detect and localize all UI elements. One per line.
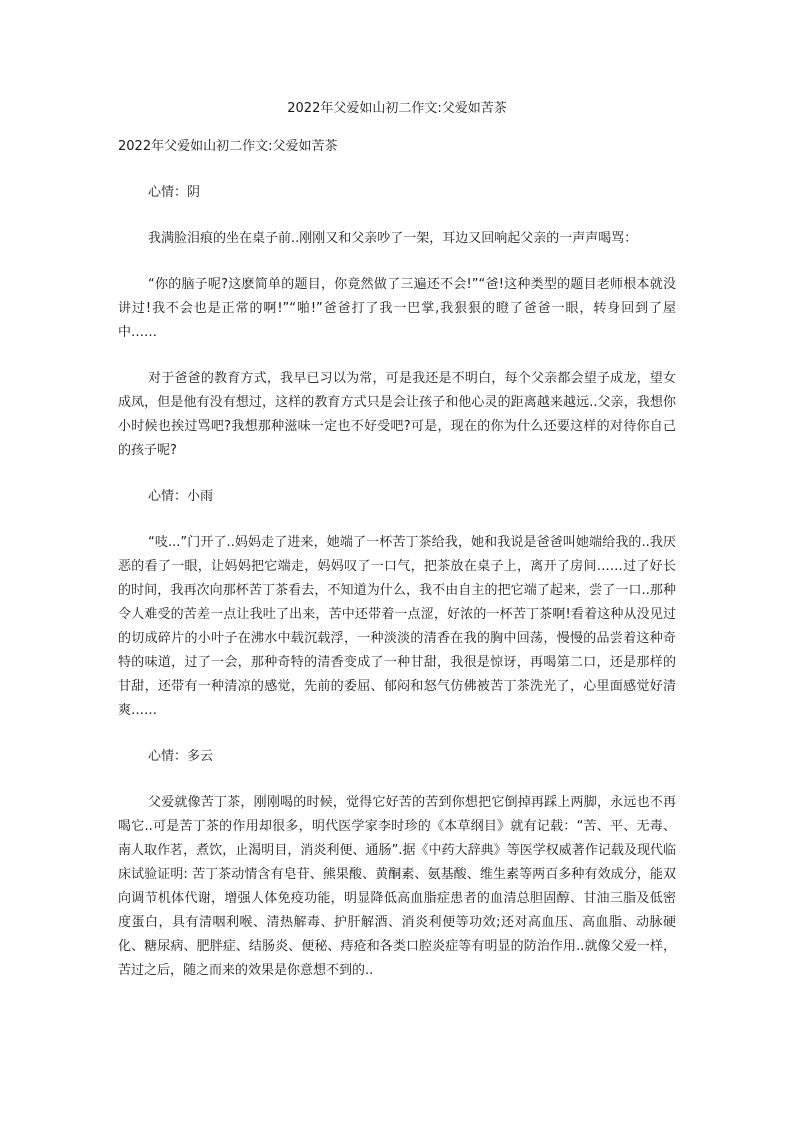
document-title: 2022年父爱如山初二作文:父爱如苦茶 [287,101,507,116]
document-body [118,135,676,1005]
paragraph: 我满脸泪痕的坐在桌子前..刚刚又和父亲吵了一架，耳边又回响起父亲的一声声喝骂： [148,231,638,246]
paragraph: 父爱就像苦丁茶，刚刚喝的时候，觉得它好苦的苦到你想把它倒掉再踩上两脚，永远也不再喝它..可是苦丁茶的作用却很多，明代医学家李时珍的《本草纲目》就有记载：“苦、平、无毒、南人取作茗，煮饮，止渴明目，消炎利便、通肠”.据《中药大辞典》等医学权威著作记载及现代临床试验证明: 苦丁茶动情含有皂苷、熊果酸、黄酮素、氨基酸、维生素等两百多种有效成分，能双向调节机体代谢，增强人体免疫功能，明显降低高血脂症患者的血清总胆固醇、甘油三脂及低密度蛋白，具有清咽利喉、清热解毒、护肝解酒、消炎利便等功效;还对高血压、高血脂、动脉硬化、糖尿病、肥胖症、结肠炎、便秘、痔疮和各类口腔炎症等有明显的防治作用..就像父爱一样，苦过之后，随之而来的效果是你意想不到的.. [118,795,676,978]
paragraph: “你的脑子呢?这麽简单的题目，你竟然做了三遍还不会!”“爸!这种类型的题目老师根本就没讲过!我不会也是正常的啊!”“啪!”爸爸打了我一巴掌,我狠狠的瞪了爸爸一眼，转身回到了屋中…… [118,277,676,340]
mood-label-3: 心情：多云 [148,749,214,764]
paragraph: “吱...”门开了..妈妈走了进来，她端了一杯苦丁茶给我，她和我说是爸爸叫她端给我的..我厌恶的看了一眼，让妈妈把它端走，妈妈叹了一口气，把茶放在桌子上，离开了房间……过了好长的时间，我再次向那杯苦丁茶看去，不知道为什么，我不由自主的把它端了起来，尝了一口..那种令人难受的苦差一点让我吐了出来，苦中还带着一点涩，好浓的一杯苦丁茶啊!看着这种从没见过的切成碎片的小叶子在沸水中载沉载浮，一种淡淡的清香在我的胸中回荡，慢慢的品尝着这种奇特的味道，过了一会，那种奇特的清香变成了一种甘甜，我很是惊讶，再喝第二口，还是那样的甘甜，还带有一种清凉的感觉，先前的委屈、郁闷和怒气仿佛被苦丁茶洗光了，心里面感觉好清爽…… [118,535,676,718]
mood-label-2: 心情：小雨 [148,489,214,504]
paragraph: 对于爸爸的教育方式，我早已习以为常，可是我还是不明白，每个父亲都会望子成龙，望女成凤，但是他有没有想过，这样的教育方式只是会让孩子和他心灵的距离越来越远..父亲，我想你小时候也挨过骂吧?我想那种滋味一定也不好受吧?可是，现在的你为什么还要这样的对待你自己的孩子呢? [118,371,676,458]
mood-label-1: 心情：阴 [148,185,201,200]
document-subtitle: 2022年父爱如山初二作文:父爱如苦茶 [118,139,338,154]
